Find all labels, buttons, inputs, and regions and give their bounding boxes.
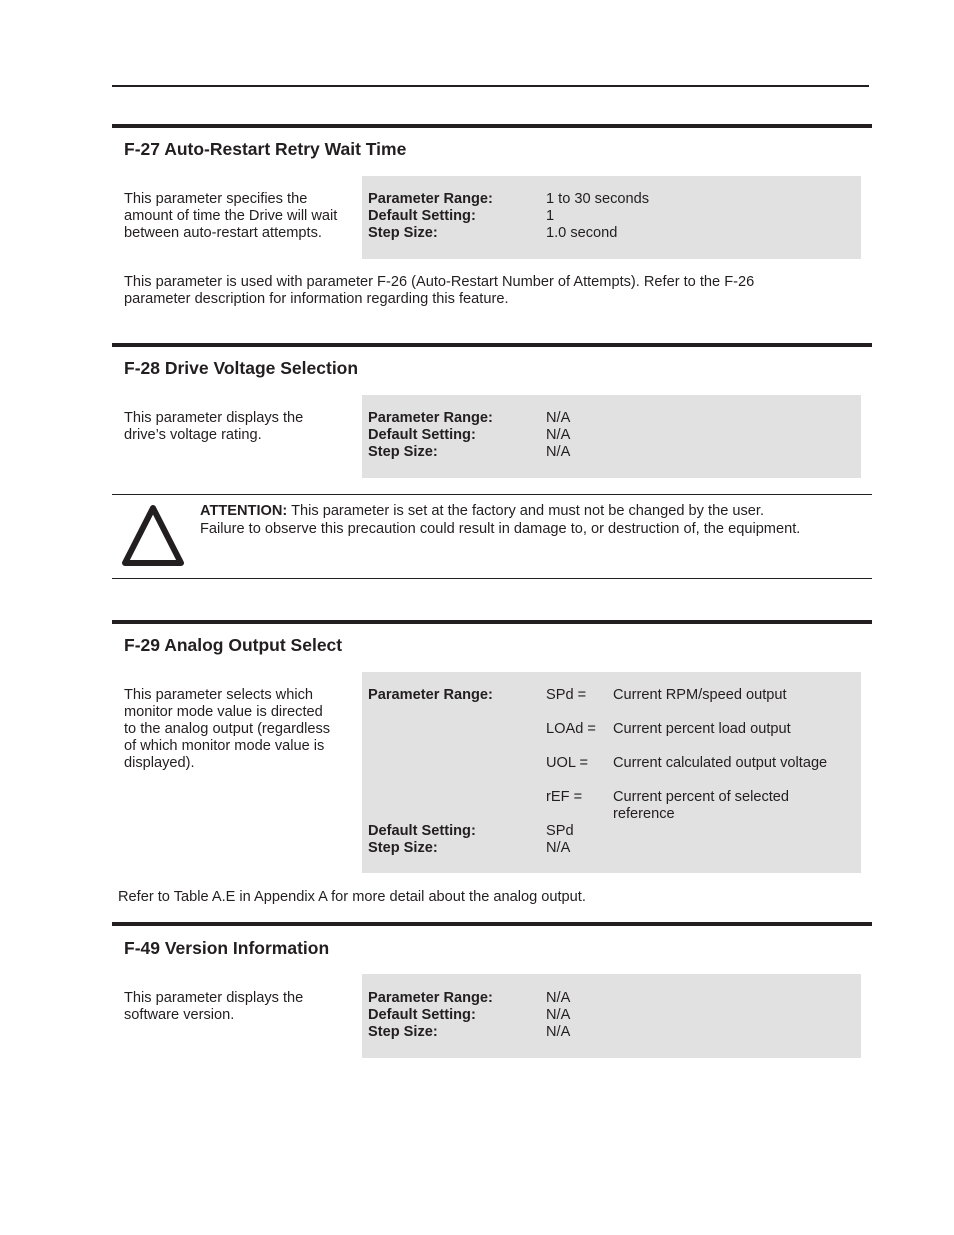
description-line: This parameter displays the <box>124 990 304 1006</box>
attention-message <box>200 502 800 538</box>
attention-line-2: Failure to observe this precaution could result in damage to, or destruction of, the equipment. <box>200 521 801 537</box>
parameter-range-value: 1 to 30 seconds <box>546 191 650 207</box>
note-f29 <box>118 889 586 906</box>
section-divider-f27 <box>112 124 872 128</box>
option-code-uol: UOL = <box>546 755 589 771</box>
parameter-range-value: N/A <box>546 410 571 426</box>
description-line: drive’s voltage rating. <box>124 427 262 443</box>
parameter-range-label: Parameter Range: <box>368 410 493 426</box>
description-line: between auto-restart attempts. <box>124 225 322 241</box>
description-f27 <box>124 191 358 242</box>
step-size-label: Step Size: <box>368 1024 438 1040</box>
parameter-box-f49 <box>362 974 861 1058</box>
section-divider-f28 <box>112 343 872 347</box>
section-divider-f49 <box>112 922 872 926</box>
default-setting-value: N/A <box>546 427 571 443</box>
note-line: parameter description for information regarding this feature. <box>124 291 509 307</box>
default-setting-value: SPd <box>546 823 574 839</box>
option-code-load: LOAd = <box>546 721 596 737</box>
step-size-label: Step Size: <box>368 840 438 856</box>
header-rule <box>112 85 869 87</box>
option-text-load <box>613 721 791 738</box>
parameter-box-f27 <box>362 176 861 259</box>
step-size-value: N/A <box>546 1024 571 1040</box>
option-text-line: Current percent of selected <box>613 789 790 805</box>
step-size-value: N/A <box>546 444 571 460</box>
step-size-value: N/A <box>546 840 571 856</box>
description-f49 <box>124 990 358 1024</box>
description-line: monitor mode value is directed <box>124 704 323 720</box>
parameter-range-value: N/A <box>546 990 571 1006</box>
parameter-range-label: Parameter Range: <box>368 687 493 703</box>
warning-triangle-icon <box>120 503 186 569</box>
option-text-line: reference <box>613 806 675 822</box>
parameter-box-f28 <box>362 395 861 478</box>
description-f28 <box>124 410 358 444</box>
option-code-spd: SPd = <box>546 687 587 703</box>
description-line: of which monitor mode value is <box>124 738 325 754</box>
option-code-ref: rEF = <box>546 789 583 805</box>
section-divider-f29 <box>112 620 872 624</box>
description-line: This parameter selects which <box>124 687 313 703</box>
parameter-box-f29 <box>362 672 861 873</box>
attention-label: ATTENTION: <box>200 503 288 519</box>
parameter-range-label: Parameter Range: <box>368 990 493 1006</box>
option-text-line: Current RPM/speed output <box>613 687 787 703</box>
attention-line-1: This parameter is set at the factory and must not be changed by the user. <box>287 503 765 519</box>
default-setting-label: Default Setting: <box>368 208 476 224</box>
step-size-label: Step Size: <box>368 225 438 241</box>
default-setting-label: Default Setting: <box>368 1007 476 1023</box>
default-setting-value: 1 <box>546 208 555 224</box>
option-text-line: Current percent load output <box>613 721 791 737</box>
step-size-value: 1.0 second <box>546 225 618 241</box>
section-title-f29: F-29 Analog Output Select <box>124 635 343 655</box>
attention-top-rule <box>112 494 872 495</box>
section-title-f49: F-49 Version Information <box>124 938 330 958</box>
section-title-f28: F-28 Drive Voltage Selection <box>124 358 359 378</box>
attention-bottom-rule <box>112 578 872 579</box>
section-title-f27: F-27 Auto-Restart Retry Wait Time <box>124 139 407 159</box>
parameter-range-label: Parameter Range: <box>368 191 493 207</box>
option-text-uol <box>613 755 827 772</box>
description-f29 <box>124 687 358 772</box>
default-setting-value: N/A <box>546 1007 571 1023</box>
description-line: displayed). <box>124 755 195 771</box>
option-text-line: Current calculated output voltage <box>613 755 828 771</box>
default-setting-label: Default Setting: <box>368 823 476 839</box>
description-line: to the analog output (regardless <box>124 721 331 737</box>
note-line: Refer to Table A.E in Appendix A for more detail about the analog output. <box>118 889 586 905</box>
option-text-ref <box>613 789 789 823</box>
description-line: amount of time the Drive will wait <box>124 208 338 224</box>
description-line: software version. <box>124 1007 235 1023</box>
option-text-spd <box>613 687 787 704</box>
description-line: This parameter displays the <box>124 410 304 426</box>
description-line: This parameter specifies the <box>124 191 308 207</box>
step-size-label: Step Size: <box>368 444 438 460</box>
default-setting-label: Default Setting: <box>368 427 476 443</box>
note-f27 <box>124 274 754 308</box>
note-line: This parameter is used with parameter F-26 (Auto-Restart Number of Attempts). Refer to the F-26 <box>124 274 755 290</box>
